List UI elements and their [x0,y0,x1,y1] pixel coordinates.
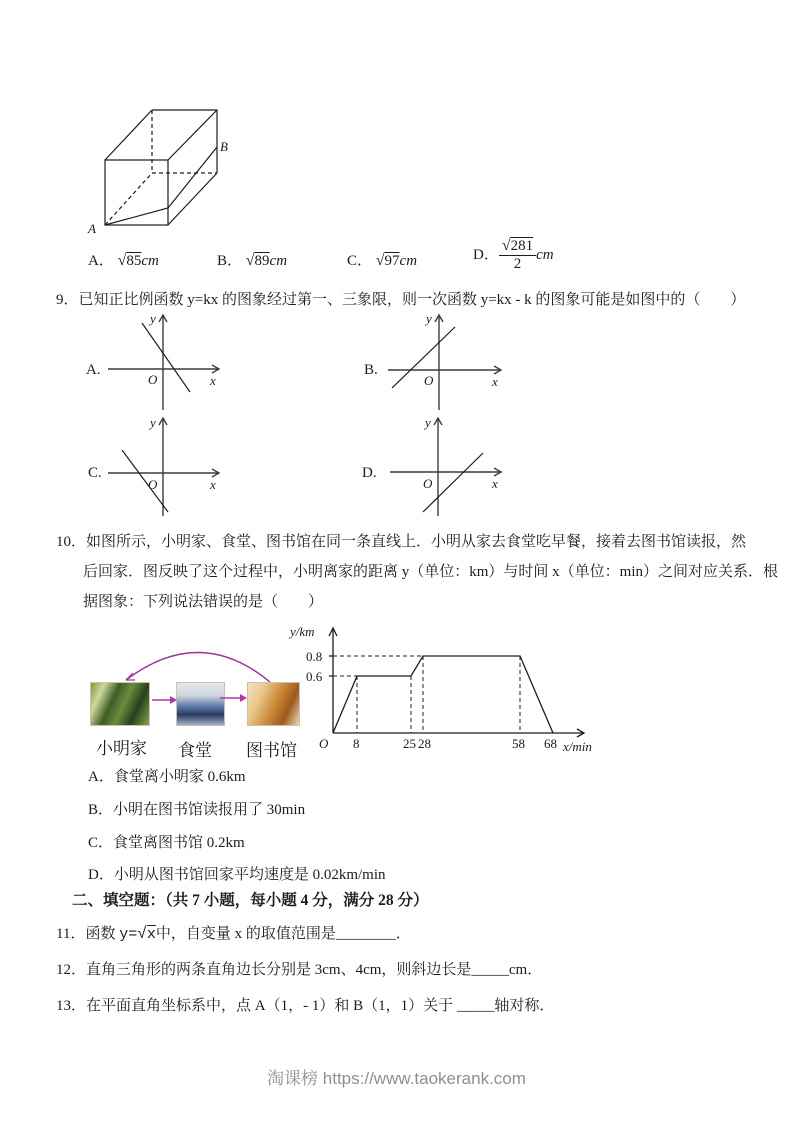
q10-option-a: A．食堂离小明家 0.6km [88,769,246,785]
cuboid-figure [85,100,245,240]
cuboid-front-face [105,160,168,225]
q9-graph-d [380,413,510,518]
place-label-library: 图书馆 [246,741,297,760]
y-tick-0.8: 0.8 [306,649,323,664]
x-axis-label: x/min [563,739,592,754]
y-axis-label: y [425,415,431,430]
q9-graph-c-line [122,450,168,512]
q11-middle: 中，自变量 x 的取值范围是 [155,926,336,942]
origin-label: O [423,476,433,491]
q8-option-b-unit: cm [269,253,288,269]
q11-blank: ________ [335,926,396,942]
q11-period: ． [395,926,411,942]
y-axis-label: y/km [290,624,315,639]
arrowhead-icon [170,696,177,704]
home-photo [90,682,150,726]
canteen-photo [176,682,225,726]
x-axis-label: x [210,477,216,492]
distance-time-graph [288,620,608,760]
cuboid-label-b: B [220,139,228,154]
footer-watermark: 淘课榜 https://www.taokerank.com [267,1069,526,1088]
q9-graph-c [100,413,230,518]
x-tick-68: 68 [544,736,557,751]
return-home-arc [118,640,283,688]
origin-label: O [319,736,329,751]
q8-option-d-unit: cm [536,247,554,263]
y-tick-0.6: 0.6 [306,669,323,684]
q9-graph-b-label: B. [364,362,378,378]
q9-graph-a-label: A. [86,362,101,378]
q8-option-c-value: 97 [384,253,400,269]
q8-option-d-denominator: 2 [513,256,522,272]
origin-label: O [148,477,158,492]
q8-option-d-label: D． [473,247,499,263]
q12-text: 12．直角三角形的两条直角边长分别是 3cm、4cm，则斜边长是_____cm． [56,962,543,978]
x-tick-8: 8 [353,736,360,751]
axis-arrowheads [329,628,584,737]
cuboid-label-a: A [88,221,96,236]
place-label-home: 小明家 [96,739,147,758]
origin-label: O [148,372,158,387]
q10-option-c: C．食堂离图书馆 0.2km [88,835,245,851]
q9-graph-a [100,310,230,412]
q9-graph-d-label: D. [362,465,377,481]
y-axis-label: y [426,311,432,326]
q10-option-d: D．小明从图书馆回家平均速度是 0.02km/min [88,867,386,883]
q8-option-a-label: A． [88,253,114,269]
q11-prefix: 11．函数 [56,926,120,942]
q9-graph-b [380,310,510,412]
q8-option-d-fraction [499,238,536,272]
q8-option-c-label: C． [347,253,373,269]
sqrt-sign: √ [501,237,511,254]
q11-formula [119,926,156,943]
q13-text: 13．在平面直角坐标系中，点 A（1，- 1）和 B（1，1）关于 _____轴对称． [56,998,555,1014]
y-axis-label: y [150,311,156,326]
q8-option-c [347,251,417,271]
q10-text-line3: 据图象：下列说法错误的是（ ） [83,594,324,610]
sqrt-sign: √ [137,925,147,943]
sqrt-sign: √ [375,252,385,269]
x-axis-label: x [492,476,498,491]
q8-option-a-unit: cm [141,253,159,269]
q10-text-line1: 10．如图所示，小明家、食堂、图书馆在同一条直线上．小明从家去食堂吃早餐，接着去图书馆读报，然 [56,534,747,550]
q9-graph-c-label: C. [88,465,102,481]
q8-option-b-label: B． [217,253,243,269]
arrowhead-icon [240,694,247,702]
cuboid-path-a-to-b [105,147,217,225]
x-axis-label: x [492,374,498,389]
q8-option-b-value: 89 [254,253,270,269]
y-axis-label: y [150,415,156,430]
q8-option-c-unit: cm [399,253,418,269]
origin-label: O [424,373,434,388]
q8-option-a [88,251,159,271]
x-axis-label: x [210,373,216,388]
q11-radicand: x [146,926,156,943]
section2-header: 二、填空题：（共 7 小题，每小题 4 分，满分 28 分） [72,892,429,909]
q10-text-line2: 后回家．图反映了这个过程中，小明离家的距离 y（单位：km）与时间 x（单位：min）之间对应关系．根 [83,564,779,580]
q11-y-equals: y= [119,926,138,943]
x-tick-58: 58 [512,736,525,751]
q8-option-d [473,238,554,272]
sqrt-sign: √ [245,252,255,269]
q8-option-b [217,251,287,271]
x-tick-28: 28 [418,736,431,751]
q11-text [56,924,411,945]
arrow-canteen-to-library [218,692,248,704]
x-tick-25: 25 [403,736,416,751]
arrow-home-to-canteen [150,694,178,706]
q9-text: 9．已知正比例函数 y=kx 的图象经过第一、三象限，则一次函数 y=kx - k 的图象可能是如图中的（ ） [56,292,746,308]
place-label-canteen: 食堂 [178,741,212,760]
q10-option-b: B．小明在图书馆读报用了 30min [88,802,306,818]
q8-option-d-value: 281 [510,238,534,254]
sqrt-sign: √ [117,252,127,269]
q8-option-a-value: 85 [126,253,142,269]
dashed-guides [333,656,520,733]
